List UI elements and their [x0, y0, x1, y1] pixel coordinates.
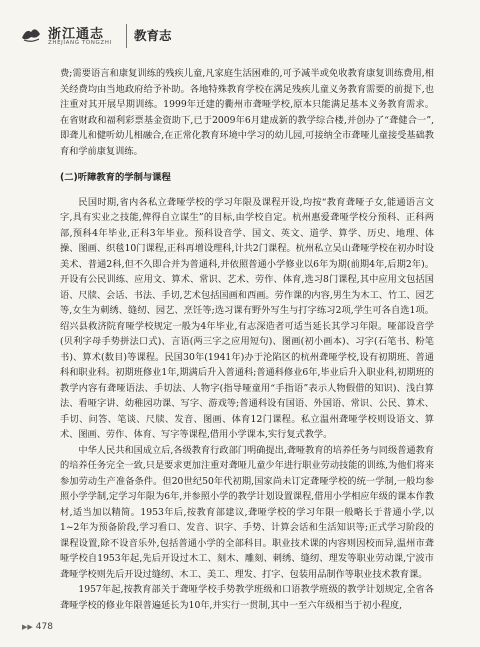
paragraph-continued: 费;需要语言和康复训练的残疾儿童,凡家庭生活困难的,可予减半或免收教育康复训练费用,相关经费均由当地政府给予补助。各地特殊教育学校在满足残疾儿童义务教育需要的前提下,也注重对其开展早期训练。1999年迁建的衢州市聋哑学校,原本只能满足基本义务教育需求。在省财政和福利彩票基金资助下,已于2009年6月建成新的教学综合楼,并创办了“聋健合一”,即聋儿和健听幼儿相融合,在正常化教育环境中学习的幼儿园,可接纳全市聋哑儿童接受基础教育和学前康复训练。 [60, 68, 434, 157]
paragraph-prc-era: 中华人民共和国成立后,各级教育行政部门明确提出,聋哑教育的培养任务与同级普通教育的培养任务完全一致,只是要求更加注重对聋哑儿童少年进行职业劳动技能的训练,为他们将来参加劳动生产准备条件。但20世纪50年代初期,国家尚未订定聋哑学校的统一学制,一般均参照小学学制,定学习年限为6年,并参照小学的教学计划设置课程,借用小学相应年级的课本作教材,适当加以精简。1953年后,按教育部建议,聋哑学校的学习年限一般略长于普通小学,以1~2年为预备阶段,学习看口、发音、识字、手势、计算会话和生活知识等;正式学习阶段的课程设置,除不设音乐外,包括普通小学的全部科目。职业技术课的内容则因校而异,温州市聋哑学校自1953年起,先后开设过木工、刻木、雕刻、刺绣、缝纫、理发等职业劳动课,宁波市聋哑学校则先后开设过缝纫、木工、美工、理发、打字、包装用品制作等职业技术教育课。 [60, 444, 434, 580]
page-number [22, 622, 53, 632]
page-body [60, 66, 434, 613]
paragraph-1957: 1957年起,按教育部关于聋哑学校手势教学班级和口语教学班级的教学计划规定,全省各聋哑学校的修业年限普遍延长为10年,并实行一贯制,其中一至六年级相当于初小程度, [60, 584, 434, 611]
page-header [20, 20, 460, 56]
zhejiang-logo-icon [20, 22, 42, 44]
header-divider [126, 24, 127, 48]
book-title: 教育志 [134, 28, 172, 43]
series-logo-text: 浙江通志 [48, 27, 105, 42]
page-number-value: 478 [35, 622, 53, 632]
page-number-arrows-icon: ▶▶ [22, 623, 33, 631]
series-logo-subtitle: ZHEJIANG TONGZHI [48, 40, 112, 46]
paragraph-republican-era: 民国时期,省内各私立聋哑学校的学习年限及课程开设,均按“教育聋哑子女,能通语言文字,具有实业之技能,俾得自立谋生”的目标,由学校自定。杭州惠爱聋哑学校分预科、正科两部,预科4年毕业,正科3年毕业。预科设音学、国文、英文、道学、算学、历史、地理、体操、图画、织毯10门课程,正科再增设理科,计共2门课程。杭州私立吴山聋哑学校在初办时设美术、普通2科,但不久即合并为普通科,并依照普通小学修业以6年为期(前期4年,后期2年)。开设有公民训练、应用文、算术、常识、艺术、劳作、体育,选习8门课程,其中应用文包括国语、尺牍、会话、书法、手切,艺术包括国画和西画。劳作课的内容,男生为木工、竹工、园艺等,女生为刺绣、缝纫、园艺、烹饪等;选习课有野外写生与打字练习2项,学生可各自选1项。绍兴县救济院育哑学校规定一般为4年毕业,有志深造者可适当延长其学习年限。哑部设音学(贝利字母手势拼法口式)、言语(两三字之应用短句)、图画(初小画本)、习字(石笔书、粉笔书)、算术(数目)等课程。民国30年(1941年)办于沦陷区的杭州聋哑学校,设有初期班、普通科和职业科。初期班修业1年,期满后升入普通科;普通科修业6年,毕业后升入职业科,初期班的教学内容有聋哑语法、手切法、人物字(指导哑童用“手指语”表示人物假借的知识)、浅白算法、看哑字讲、幼稚园功课、写字、游戏等;普通科设有国语、外国语、常识、公民、算术、手切、问答、笔谈、尺牍、发音、图画、体育12门课程。私立温州聋哑学校则设语文、算术、图画、劳作、体育、写字等课程,借用小学课本,实行复式教学。 [60, 196, 434, 440]
section-heading: (二)听障教育的学制与课程 [60, 172, 171, 183]
